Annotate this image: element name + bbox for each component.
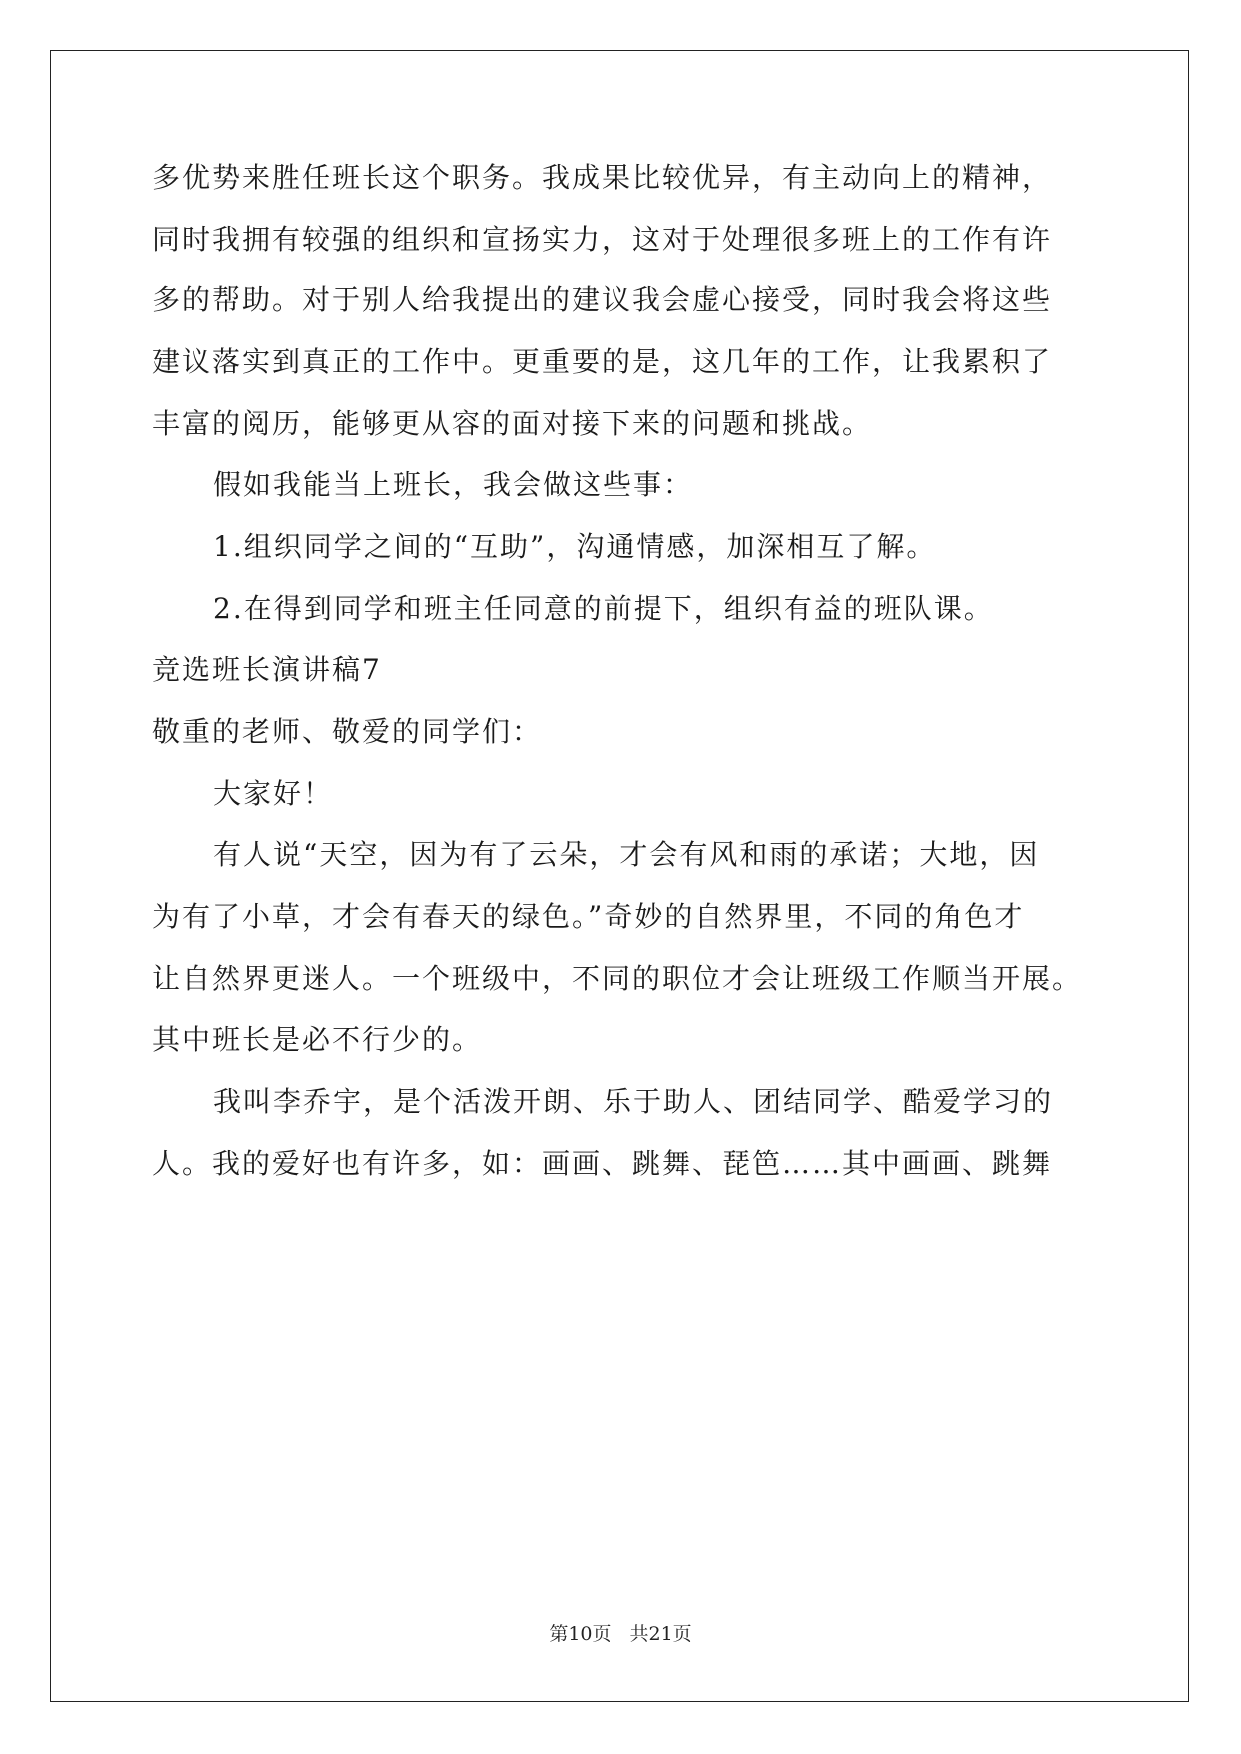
page-footer [0,1622,1241,1646]
paragraph-line: 让自然界更迷人。一个班级中，不同的职位才会让班级工作顺当开展。 [152,962,1083,995]
paragraph-line: 假如我能当上班长，我会做这些事： [213,468,694,501]
greeting: 大家好！ [213,777,334,810]
list-item: 1.组织同学之间的“互助”，沟通情感，加深相互了解。 [213,530,937,563]
paragraph-line: 我叫李乔宇，是个活泼开朗、乐于助人、团结同学、酷爱学习的 [213,1085,1054,1118]
paragraph-line: 人。我的爱好也有许多，如：画画、跳舞、琵笆……其中画画、跳舞 [152,1147,1053,1180]
paragraph-line: 建议落实到真正的工作中。更重要的是，这几年的工作，让我累积了 [152,345,1053,378]
paragraph-line: 为有了小草，才会有春天的绿色。”奇妙的自然界里，不同的角色才 [152,900,1025,933]
paragraph-line: 同时我拥有较强的组织和宣扬实力，这对于处理很多班上的工作有许 [152,223,1053,256]
paragraph-line: 其中班长是必不行少的。 [152,1023,483,1056]
section-heading: 竞选班长演讲稿7 [152,653,382,686]
paragraph-line: 丰富的阅历，能够更从容的面对接下来的问题和挑战。 [152,407,873,440]
paragraph-line: 有人说“天空，因为有了云朵，才会有风和雨的承诺；大地，因 [213,838,1040,871]
page-number-total: 共21页 [629,1623,692,1645]
paragraph-line: 多的帮助。对于别人给我提出的建议我会虚心接受，同时我会将这些 [152,283,1053,316]
salutation: 敬重的老师、敬爱的同学们： [152,715,543,748]
paragraph-line: 多优势来胜任班长这个职务。我成果比较优异，有主动向上的精神， [152,161,1053,194]
page-number-current: 第10页 [549,1623,612,1645]
list-item: 2.在得到同学和班主任同意的前提下，组织有益的班队课。 [213,592,994,625]
